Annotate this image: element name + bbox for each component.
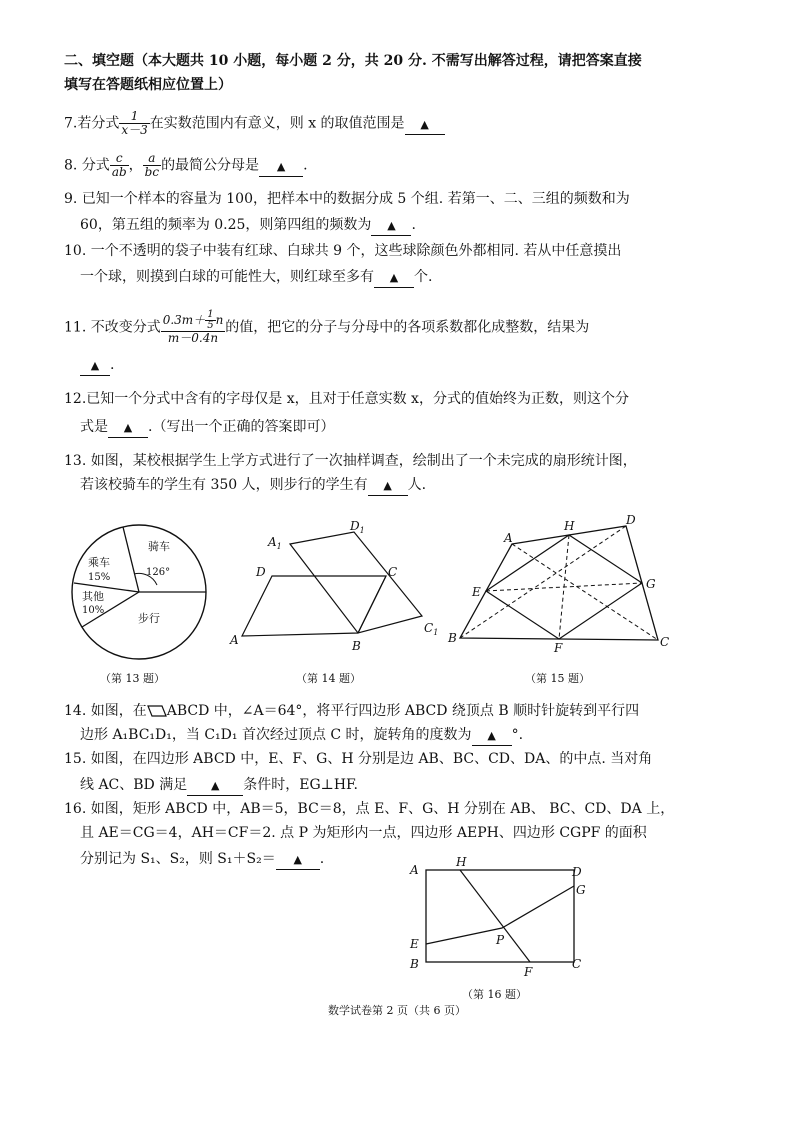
answer-blank-13[interactable]: ▲: [368, 476, 408, 496]
question-11: 11. 不改变分式 0.3m＋ $\frac{1}{5}$ n m－0.4n 的值，把它的分子与分母中的各项系数都化成整数，结果为: [64, 309, 590, 345]
label-c: C: [388, 565, 398, 579]
segment-hf: [559, 535, 569, 639]
question-8: 8. 分式 $\frac{c}{ab}$ ， $\frac{a}{bc}$ 的最简公分母是 ▲ .: [64, 151, 308, 179]
label-a1: $A_1$: [268, 535, 282, 551]
label-walk: 步行: [138, 612, 160, 625]
label-b: B: [448, 631, 457, 645]
answer-blank-16[interactable]: ▲: [276, 850, 320, 870]
question-9: 9. 已知一个样本的容量为 100，把样本中的数据分成 5 个组. 若第一、二、三组的频数和为: [64, 191, 630, 207]
parallelogram-icon: [147, 705, 167, 717]
label-d1: $D_1$: [350, 519, 365, 535]
segment-hf: [460, 870, 530, 962]
pie-radius-bike: [123, 527, 139, 592]
answer-blank-9[interactable]: ▲: [371, 216, 411, 236]
figure-14: [228, 518, 438, 658]
label-c: C: [660, 635, 670, 649]
answer-blank-11[interactable]: ▲: [80, 356, 110, 376]
label-g: G: [646, 577, 656, 591]
label-e: E: [410, 937, 419, 951]
answer-blank-15[interactable]: ▲: [187, 776, 243, 796]
label-bus-pct: 15%: [88, 572, 111, 583]
label-d: D: [626, 513, 636, 527]
label-other: 其他: [82, 590, 104, 603]
label-h: H: [456, 855, 467, 869]
answer-blank-14[interactable]: ▲: [472, 726, 512, 746]
label-c1: $C_1$: [424, 621, 439, 637]
label-f: F: [524, 965, 533, 979]
label-h: H: [564, 519, 575, 533]
question-12: 12.已知一个分式中含有的字母仅是 x，且对于任意实数 x，分式的值始终为正数，则这个分: [64, 391, 629, 407]
segment-bc: [358, 576, 386, 633]
caption-13: （第 13 题）: [100, 672, 165, 685]
parallelogram-abcd: [242, 576, 386, 636]
answer-blank-10[interactable]: ▲: [374, 268, 414, 288]
q11-fraction: 0.3m＋ $\frac{1}{5}$ n m－0.4n: [162, 309, 224, 345]
figure-16: [404, 854, 604, 979]
figure-13-pie: [68, 522, 218, 662]
label-b: B: [352, 639, 361, 653]
rectangle-abcd: [426, 870, 574, 962]
question-12-line2: 式是 ▲ .（写出一个正确的答案即可）: [80, 418, 334, 438]
label-e: E: [472, 585, 481, 599]
parallelogram-a1bc1d1: [290, 532, 422, 633]
label-g: G: [576, 883, 586, 897]
label-d: D: [256, 565, 266, 579]
question-10: 10. 一个不透明的袋子中装有红球、白球共 9 个，这些球除颜色外都相同. 若从中任意摸出: [64, 243, 622, 259]
q7-fraction: $\frac{1}{x-3}$: [121, 109, 148, 137]
label-f: F: [554, 641, 563, 655]
diagonal-bd: [460, 526, 626, 638]
answer-blank-8[interactable]: ▲: [259, 157, 303, 177]
question-13-line2: 若该校骑车的学生有 350 人，则步行的学生有 ▲ 人.: [80, 476, 426, 496]
label-bike: 骑车: [148, 540, 170, 553]
question-14: 14. 如图，在 ABCD 中，∠A＝64°，将平行四边形 ABCD 绕顶点 B 顺时针旋转到平行四: [64, 703, 640, 719]
answer-blank-7[interactable]: ▲: [405, 115, 445, 135]
label-a: A: [230, 633, 239, 647]
question-16: 16. 如图，矩形 ABCD 中，AB＝5，BC＝8，点 E、F、G、H 分别在 AB、 BC、CD、DA 上，: [64, 801, 675, 817]
label-d: D: [572, 865, 582, 879]
question-15-line2: 线 AC、BD 满足 ▲ 条件时，EG⊥HF.: [80, 776, 358, 796]
question-11-line2: ▲ .: [80, 356, 114, 376]
answer-blank-12[interactable]: ▲: [108, 418, 148, 438]
question-16-line2: 且 AE＝CG＝4，AH＝CF＝2. 点 P 为矩形内一点，四边形 AEPH、四边形 CGPF 的面积: [80, 825, 647, 841]
label-c: C: [572, 957, 582, 971]
quadrilateral-abcd: [460, 526, 658, 640]
question-9-line2: 60，第五组的频率为 0.25，则第四组的频数为 ▲ .: [80, 216, 416, 236]
label-bus: 乘车: [88, 556, 110, 569]
question-15: 15. 如图，在四边形 ABCD 中，E、F、G、H 分别是边 AB、BC、CD、DA、的中点. 当对角: [64, 751, 653, 767]
question-10-line2: 一个球，则摸到白球的可能性大，则红球至多有 ▲ 个.: [80, 268, 432, 288]
label-b: B: [410, 957, 419, 971]
label-angle: 126°: [146, 567, 171, 578]
label-a: A: [410, 863, 419, 877]
section-title: 二、填空题（本大题共 10 小题，每小题 2 分，共 20 分. 不需写出解答过程，请把答案直接: [64, 53, 642, 69]
question-13: 13. 如图，某校根据学生上学方式进行了一次抽样调查，绘制出了一个未完成的扇形统计图，: [64, 453, 637, 469]
figure-15: [446, 512, 670, 655]
caption-14: （第 14 题）: [296, 672, 361, 685]
caption-15: （第 15 题）: [525, 672, 590, 685]
page-footer: 数学试卷第 2 页（共 6 页）: [328, 1004, 466, 1017]
label-a: A: [504, 531, 513, 545]
label-other-pct: 10%: [82, 605, 105, 616]
caption-16: （第 16 题）: [462, 988, 527, 1001]
section-title-cont: 填写在答题纸相应位置上）: [64, 77, 232, 93]
question-16-line3: 分别记为 S₁、S₂，则 S₁＋S₂＝ ▲ .: [80, 850, 324, 870]
question-7: 7.若分式 $\frac{1}{x-3}$ 在实数范围内有意义，则 x 的取值范围是 ▲: [64, 110, 445, 137]
label-p: P: [496, 933, 505, 947]
question-14-line2: 边形 A₁BC₁D₁，当 C₁D₁ 首次经过顶点 C 时，旋转角的度数为 ▲ °.: [80, 726, 523, 746]
